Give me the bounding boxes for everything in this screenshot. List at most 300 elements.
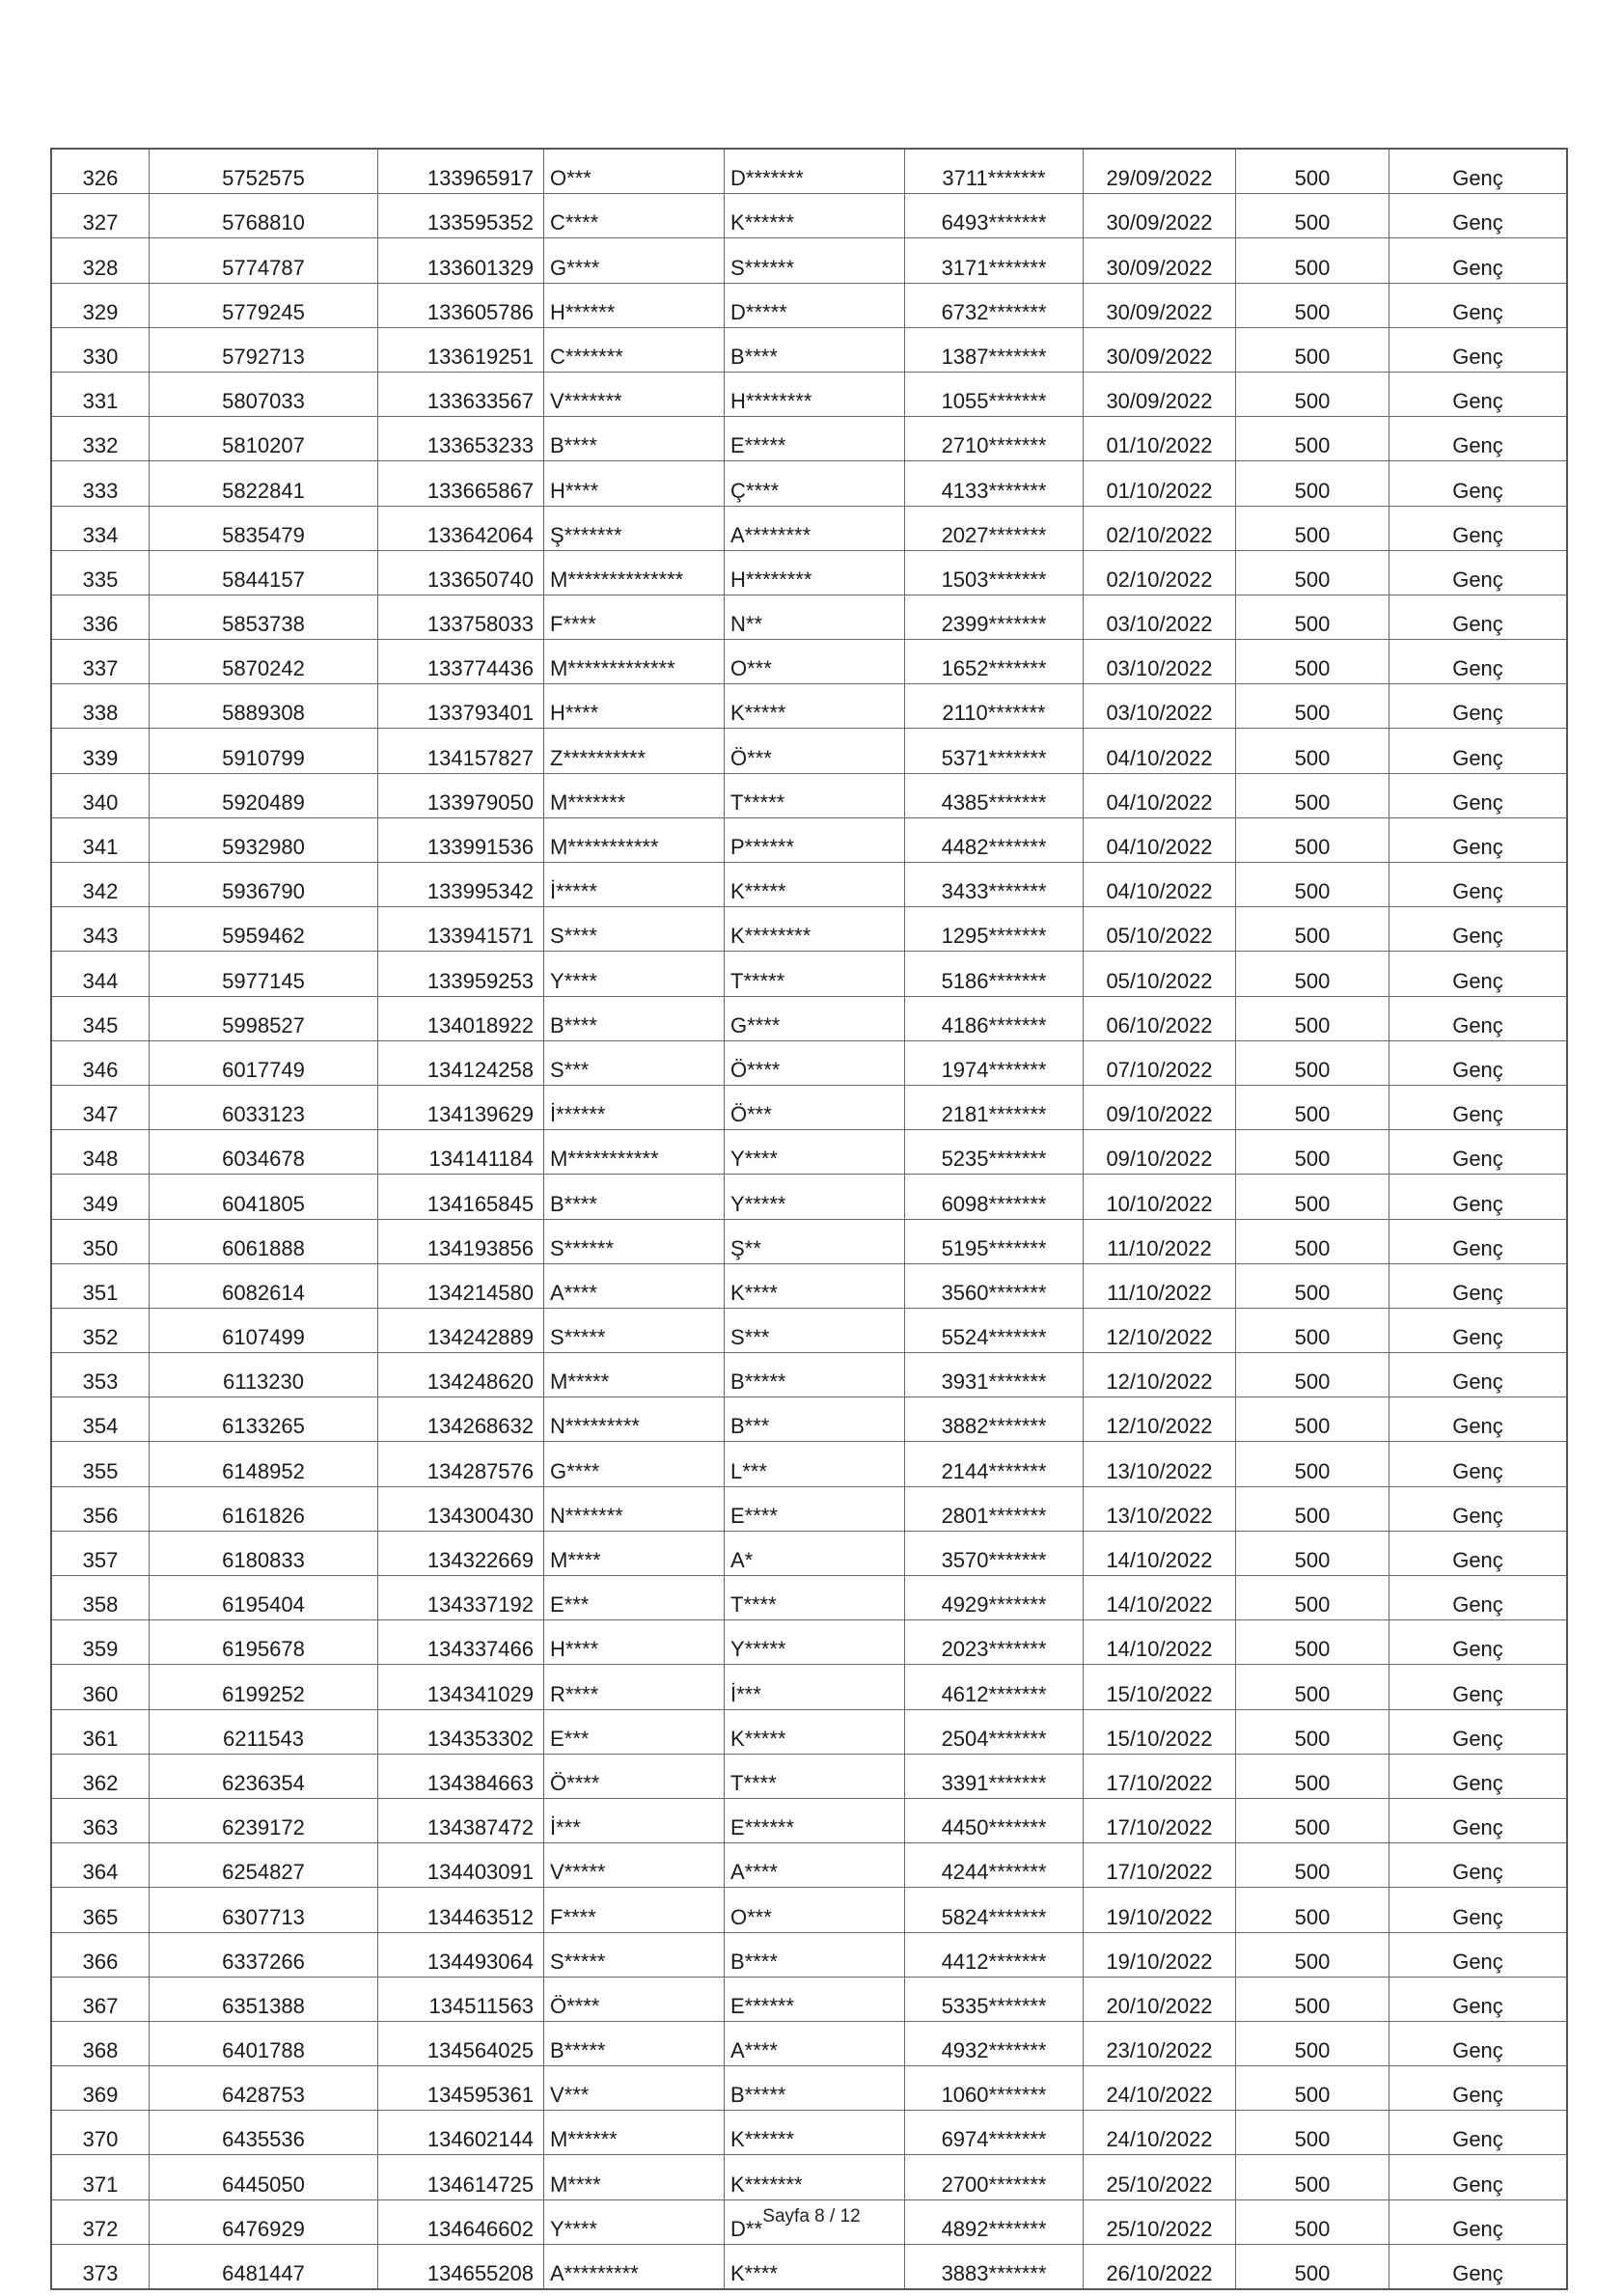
- row-number-cell: 332: [51, 417, 150, 461]
- row-number-cell: 335: [51, 550, 150, 595]
- masked-first-name-cell: Ö****: [544, 1977, 725, 2021]
- application-number-cell: 5779245: [150, 283, 378, 327]
- row-number-cell: 340: [51, 773, 150, 817]
- masked-last-name-cell: O***: [725, 640, 905, 684]
- masked-id-number-cell: 6098*******: [905, 1175, 1084, 1219]
- amount-cell: 500: [1236, 1040, 1389, 1085]
- reference-number-cell: 133605786: [378, 283, 544, 327]
- application-number-cell: 5977145: [150, 952, 378, 996]
- row-number-cell: 360: [51, 1665, 150, 1709]
- category-cell: Genç: [1389, 907, 1568, 952]
- masked-last-name-cell: Ç****: [725, 461, 905, 506]
- application-number-cell: 6148952: [150, 1442, 378, 1486]
- category-cell: Genç: [1389, 506, 1568, 550]
- category-cell: Genç: [1389, 1442, 1568, 1486]
- row-number-cell: 344: [51, 952, 150, 996]
- application-number-cell: 6061888: [150, 1219, 378, 1263]
- amount-cell: 500: [1236, 907, 1389, 952]
- masked-last-name-cell: A****: [725, 2021, 905, 2065]
- masked-first-name-cell: H****: [544, 1620, 725, 1665]
- date-cell: 15/10/2022: [1084, 1665, 1236, 1709]
- row-number-cell: 337: [51, 640, 150, 684]
- masked-last-name-cell: T****: [725, 1576, 905, 1620]
- row-number-cell: 363: [51, 1798, 150, 1842]
- amount-cell: 500: [1236, 372, 1389, 416]
- masked-last-name-cell: B*****: [725, 1353, 905, 1397]
- date-cell: 05/10/2022: [1084, 952, 1236, 996]
- masked-last-name-cell: A********: [725, 506, 905, 550]
- category-cell: Genç: [1389, 1843, 1568, 1888]
- masked-first-name-cell: M***********: [544, 1130, 725, 1175]
- masked-id-number-cell: 5195*******: [905, 1219, 1084, 1263]
- masked-id-number-cell: 1387*******: [905, 327, 1084, 372]
- masked-first-name-cell: S****: [544, 907, 725, 952]
- masked-last-name-cell: O***: [725, 1888, 905, 1932]
- reference-number-cell: 134337466: [378, 1620, 544, 1665]
- table-row: [51, 729, 1567, 773]
- masked-first-name-cell: H****: [544, 461, 725, 506]
- amount-cell: 500: [1236, 417, 1389, 461]
- amount-cell: 500: [1236, 2199, 1389, 2244]
- category-cell: Genç: [1389, 1798, 1568, 1842]
- application-number-cell: 6195404: [150, 1576, 378, 1620]
- masked-id-number-cell: 4482*******: [905, 817, 1084, 862]
- application-number-cell: 5920489: [150, 773, 378, 817]
- masked-id-number-cell: 4929*******: [905, 1576, 1084, 1620]
- table-row: [51, 1130, 1567, 1175]
- masked-first-name-cell: M**************: [544, 550, 725, 595]
- masked-first-name-cell: Z**********: [544, 729, 725, 773]
- row-number-cell: 369: [51, 2066, 150, 2111]
- masked-first-name-cell: V*******: [544, 372, 725, 416]
- masked-last-name-cell: Y*****: [725, 1620, 905, 1665]
- reference-number-cell: 133965917: [378, 149, 544, 194]
- reference-number-cell: 133619251: [378, 327, 544, 372]
- masked-first-name-cell: O***: [544, 149, 725, 194]
- reference-number-cell: 134193856: [378, 1219, 544, 1263]
- masked-last-name-cell: E****: [725, 1486, 905, 1531]
- masked-last-name-cell: Ş**: [725, 1219, 905, 1263]
- date-cell: 05/10/2022: [1084, 907, 1236, 952]
- category-cell: Genç: [1389, 2199, 1568, 2244]
- application-number-cell: 6133265: [150, 1397, 378, 1442]
- category-cell: Genç: [1389, 996, 1568, 1040]
- amount-cell: 500: [1236, 1754, 1389, 1798]
- application-number-cell: 6307713: [150, 1888, 378, 1932]
- masked-first-name-cell: İ***: [544, 1798, 725, 1842]
- table-row: [51, 1397, 1567, 1442]
- masked-id-number-cell: 4186*******: [905, 996, 1084, 1040]
- masked-last-name-cell: K****: [725, 2244, 905, 2289]
- category-cell: Genç: [1389, 283, 1568, 327]
- masked-first-name-cell: V***: [544, 2066, 725, 2111]
- application-number-cell: 6017749: [150, 1040, 378, 1085]
- masked-id-number-cell: 2710*******: [905, 417, 1084, 461]
- table-row: [51, 2066, 1567, 2111]
- row-number-cell: 329: [51, 283, 150, 327]
- masked-first-name-cell: M***********: [544, 817, 725, 862]
- masked-first-name-cell: F****: [544, 595, 725, 639]
- reference-number-cell: 134564025: [378, 2021, 544, 2065]
- table-row: [51, 1798, 1567, 1842]
- reference-number-cell: 134139629: [378, 1085, 544, 1129]
- date-cell: 29/09/2022: [1084, 149, 1236, 194]
- reference-number-cell: 134646602: [378, 2199, 544, 2244]
- category-cell: Genç: [1389, 1888, 1568, 1932]
- masked-last-name-cell: B****: [725, 327, 905, 372]
- date-cell: 01/10/2022: [1084, 461, 1236, 506]
- row-number-cell: 343: [51, 907, 150, 952]
- amount-cell: 500: [1236, 283, 1389, 327]
- masked-last-name-cell: S***: [725, 1308, 905, 1352]
- row-number-cell: 352: [51, 1308, 150, 1352]
- reference-number-cell: 134655208: [378, 2244, 544, 2289]
- date-cell: 13/10/2022: [1084, 1486, 1236, 1531]
- row-number-cell: 345: [51, 996, 150, 1040]
- date-cell: 12/10/2022: [1084, 1308, 1236, 1352]
- row-number-cell: 328: [51, 238, 150, 283]
- table-row: [51, 595, 1567, 639]
- masked-id-number-cell: 3883*******: [905, 2244, 1084, 2289]
- masked-last-name-cell: B****: [725, 1932, 905, 1977]
- masked-first-name-cell: Ş*******: [544, 506, 725, 550]
- amount-cell: 500: [1236, 1665, 1389, 1709]
- category-cell: Genç: [1389, 1175, 1568, 1219]
- row-number-cell: 351: [51, 1263, 150, 1308]
- masked-first-name-cell: S******: [544, 1219, 725, 1263]
- category-cell: Genç: [1389, 773, 1568, 817]
- masked-first-name-cell: C*******: [544, 327, 725, 372]
- masked-last-name-cell: E******: [725, 1798, 905, 1842]
- table-row: [51, 550, 1567, 595]
- category-cell: Genç: [1389, 729, 1568, 773]
- category-cell: Genç: [1389, 2155, 1568, 2199]
- masked-last-name-cell: D*****: [725, 283, 905, 327]
- masked-id-number-cell: 3433*******: [905, 863, 1084, 907]
- masked-last-name-cell: T*****: [725, 773, 905, 817]
- masked-first-name-cell: B*****: [544, 2021, 725, 2065]
- reference-number-cell: 134165845: [378, 1175, 544, 1219]
- masked-last-name-cell: E******: [725, 1977, 905, 2021]
- masked-first-name-cell: R****: [544, 1665, 725, 1709]
- application-number-cell: 5822841: [150, 461, 378, 506]
- masked-first-name-cell: B****: [544, 417, 725, 461]
- masked-first-name-cell: Y****: [544, 952, 725, 996]
- application-number-cell: 6113230: [150, 1353, 378, 1397]
- application-number-cell: 5870242: [150, 640, 378, 684]
- reference-number-cell: 133595352: [378, 194, 544, 238]
- reference-number-cell: 134403091: [378, 1843, 544, 1888]
- application-number-cell: 5844157: [150, 550, 378, 595]
- masked-last-name-cell: T*****: [725, 952, 905, 996]
- masked-id-number-cell: 3570*******: [905, 1531, 1084, 1575]
- date-cell: 12/10/2022: [1084, 1353, 1236, 1397]
- masked-last-name-cell: Y*****: [725, 1175, 905, 1219]
- masked-id-number-cell: 2700*******: [905, 2155, 1084, 2199]
- date-cell: 03/10/2022: [1084, 595, 1236, 639]
- application-number-cell: 6445050: [150, 2155, 378, 2199]
- masked-id-number-cell: 3560*******: [905, 1263, 1084, 1308]
- amount-cell: 500: [1236, 1888, 1389, 1932]
- masked-id-number-cell: 5186*******: [905, 952, 1084, 996]
- date-cell: 11/10/2022: [1084, 1219, 1236, 1263]
- row-number-cell: 371: [51, 2155, 150, 2199]
- date-cell: 23/10/2022: [1084, 2021, 1236, 2065]
- masked-last-name-cell: K******: [725, 194, 905, 238]
- date-cell: 11/10/2022: [1084, 1263, 1236, 1308]
- amount-cell: 500: [1236, 2021, 1389, 2065]
- table-row: [51, 417, 1567, 461]
- masked-first-name-cell: F****: [544, 1888, 725, 1932]
- table-row: [51, 2111, 1567, 2155]
- category-cell: Genç: [1389, 863, 1568, 907]
- table-row: [51, 1843, 1567, 1888]
- row-number-cell: 373: [51, 2244, 150, 2289]
- reference-number-cell: 134595361: [378, 2066, 544, 2111]
- amount-cell: 500: [1236, 1263, 1389, 1308]
- amount-cell: 500: [1236, 1353, 1389, 1397]
- amount-cell: 500: [1236, 1932, 1389, 1977]
- amount-cell: 500: [1236, 2244, 1389, 2289]
- masked-id-number-cell: 3882*******: [905, 1397, 1084, 1442]
- table-row: [51, 640, 1567, 684]
- row-number-cell: 330: [51, 327, 150, 372]
- masked-last-name-cell: Ö***: [725, 729, 905, 773]
- reference-number-cell: 134614725: [378, 2155, 544, 2199]
- masked-id-number-cell: 5235*******: [905, 1130, 1084, 1175]
- masked-first-name-cell: E***: [544, 1709, 725, 1754]
- category-cell: Genç: [1389, 238, 1568, 283]
- category-cell: Genç: [1389, 1130, 1568, 1175]
- row-number-cell: 366: [51, 1932, 150, 1977]
- masked-last-name-cell: Ö****: [725, 1040, 905, 1085]
- date-cell: 24/10/2022: [1084, 2111, 1236, 2155]
- masked-first-name-cell: E***: [544, 1576, 725, 1620]
- masked-id-number-cell: 3391*******: [905, 1754, 1084, 1798]
- category-cell: Genç: [1389, 1932, 1568, 1977]
- row-number-cell: 339: [51, 729, 150, 773]
- date-cell: 30/09/2022: [1084, 194, 1236, 238]
- amount-cell: 500: [1236, 1442, 1389, 1486]
- category-cell: Genç: [1389, 1709, 1568, 1754]
- row-number-cell: 358: [51, 1576, 150, 1620]
- reference-number-cell: 133642064: [378, 506, 544, 550]
- application-number-cell: 6401788: [150, 2021, 378, 2065]
- table-row: [51, 1175, 1567, 1219]
- masked-id-number-cell: 4244*******: [905, 1843, 1084, 1888]
- application-number-cell: 6195678: [150, 1620, 378, 1665]
- masked-last-name-cell: K******: [725, 2111, 905, 2155]
- table-row: [51, 1932, 1567, 1977]
- table-row: [51, 952, 1567, 996]
- category-cell: Genç: [1389, 1263, 1568, 1308]
- date-cell: 30/09/2022: [1084, 372, 1236, 416]
- table-row: [51, 461, 1567, 506]
- table-row: [51, 149, 1567, 194]
- date-cell: 30/09/2022: [1084, 327, 1236, 372]
- reference-number-cell: 133979050: [378, 773, 544, 817]
- date-cell: 10/10/2022: [1084, 1175, 1236, 1219]
- row-number-cell: 353: [51, 1353, 150, 1397]
- table-row: [51, 194, 1567, 238]
- records-table: [50, 148, 1568, 2290]
- masked-first-name-cell: Ö****: [544, 1754, 725, 1798]
- row-number-cell: 349: [51, 1175, 150, 1219]
- amount-cell: 500: [1236, 1219, 1389, 1263]
- reference-number-cell: 133774436: [378, 640, 544, 684]
- reference-number-cell: 133793401: [378, 684, 544, 729]
- application-number-cell: 6236354: [150, 1754, 378, 1798]
- category-cell: Genç: [1389, 1977, 1568, 2021]
- amount-cell: 500: [1236, 1798, 1389, 1842]
- category-cell: Genç: [1389, 2066, 1568, 2111]
- row-number-cell: 361: [51, 1709, 150, 1754]
- category-cell: Genç: [1389, 1620, 1568, 1665]
- masked-last-name-cell: Y****: [725, 1130, 905, 1175]
- application-number-cell: 6239172: [150, 1798, 378, 1842]
- date-cell: 19/10/2022: [1084, 1888, 1236, 1932]
- date-cell: 17/10/2022: [1084, 1798, 1236, 1842]
- reference-number-cell: 134018922: [378, 996, 544, 1040]
- table-row: [51, 817, 1567, 862]
- application-number-cell: 6211543: [150, 1709, 378, 1754]
- masked-last-name-cell: B*****: [725, 2066, 905, 2111]
- category-cell: Genç: [1389, 194, 1568, 238]
- table-row: [51, 2244, 1567, 2289]
- reference-number-cell: 133665867: [378, 461, 544, 506]
- row-number-cell: 355: [51, 1442, 150, 1486]
- table-row: [51, 2155, 1567, 2199]
- date-cell: 06/10/2022: [1084, 996, 1236, 1040]
- masked-id-number-cell: 1652*******: [905, 640, 1084, 684]
- row-number-cell: 326: [51, 149, 150, 194]
- category-cell: Genç: [1389, 1397, 1568, 1442]
- application-number-cell: 5768810: [150, 194, 378, 238]
- masked-id-number-cell: 2110*******: [905, 684, 1084, 729]
- application-number-cell: 6041805: [150, 1175, 378, 1219]
- amount-cell: 500: [1236, 2066, 1389, 2111]
- date-cell: 09/10/2022: [1084, 1130, 1236, 1175]
- table-row: [51, 863, 1567, 907]
- reference-number-cell: 133758033: [378, 595, 544, 639]
- reference-number-cell: 134463512: [378, 1888, 544, 1932]
- masked-first-name-cell: İ******: [544, 1085, 725, 1129]
- date-cell: 01/10/2022: [1084, 417, 1236, 461]
- table-row: [51, 1754, 1567, 1798]
- records-table-body: [51, 149, 1567, 2289]
- application-number-cell: 6428753: [150, 2066, 378, 2111]
- masked-id-number-cell: 6493*******: [905, 194, 1084, 238]
- table-row: [51, 2021, 1567, 2065]
- amount-cell: 500: [1236, 773, 1389, 817]
- application-number-cell: 5752575: [150, 149, 378, 194]
- masked-last-name-cell: K****: [725, 1263, 905, 1308]
- application-number-cell: 6481447: [150, 2244, 378, 2289]
- amount-cell: 500: [1236, 1709, 1389, 1754]
- masked-last-name-cell: K*****: [725, 1709, 905, 1754]
- masked-last-name-cell: S******: [725, 238, 905, 283]
- masked-id-number-cell: 2181*******: [905, 1085, 1084, 1129]
- table-row: [51, 1620, 1567, 1665]
- row-number-cell: 367: [51, 1977, 150, 2021]
- masked-first-name-cell: S*****: [544, 1932, 725, 1977]
- masked-id-number-cell: 2399*******: [905, 595, 1084, 639]
- date-cell: 09/10/2022: [1084, 1085, 1236, 1129]
- masked-first-name-cell: S***: [544, 1040, 725, 1085]
- date-cell: 14/10/2022: [1084, 1576, 1236, 1620]
- masked-last-name-cell: H********: [725, 550, 905, 595]
- masked-id-number-cell: 5335*******: [905, 1977, 1084, 2021]
- table-row: [51, 327, 1567, 372]
- application-number-cell: 5853738: [150, 595, 378, 639]
- masked-first-name-cell: M*****: [544, 1353, 725, 1397]
- row-number-cell: 368: [51, 2021, 150, 2065]
- amount-cell: 500: [1236, 1576, 1389, 1620]
- application-number-cell: 5792713: [150, 327, 378, 372]
- masked-first-name-cell: M*******: [544, 773, 725, 817]
- reference-number-cell: 134353302: [378, 1709, 544, 1754]
- reference-number-cell: 134248620: [378, 1353, 544, 1397]
- table-row: [51, 1977, 1567, 2021]
- row-number-cell: 359: [51, 1620, 150, 1665]
- reference-number-cell: 133959253: [378, 952, 544, 996]
- masked-id-number-cell: 1055*******: [905, 372, 1084, 416]
- application-number-cell: 6351388: [150, 1977, 378, 2021]
- masked-first-name-cell: G****: [544, 1442, 725, 1486]
- category-cell: Genç: [1389, 952, 1568, 996]
- masked-first-name-cell: N*******: [544, 1486, 725, 1531]
- masked-id-number-cell: 1060*******: [905, 2066, 1084, 2111]
- date-cell: 24/10/2022: [1084, 2066, 1236, 2111]
- date-cell: 17/10/2022: [1084, 1843, 1236, 1888]
- masked-last-name-cell: K*****: [725, 684, 905, 729]
- masked-id-number-cell: 4892*******: [905, 2199, 1084, 2244]
- table-row: [51, 1040, 1567, 1085]
- reference-number-cell: 134268632: [378, 1397, 544, 1442]
- reference-number-cell: 134384663: [378, 1754, 544, 1798]
- table-row: [51, 907, 1567, 952]
- masked-last-name-cell: G****: [725, 996, 905, 1040]
- date-cell: 12/10/2022: [1084, 1397, 1236, 1442]
- date-cell: 07/10/2022: [1084, 1040, 1236, 1085]
- application-number-cell: 5810207: [150, 417, 378, 461]
- date-cell: 04/10/2022: [1084, 817, 1236, 862]
- amount-cell: 500: [1236, 1620, 1389, 1665]
- application-number-cell: 5959462: [150, 907, 378, 952]
- date-cell: 25/10/2022: [1084, 2155, 1236, 2199]
- reference-number-cell: 133653233: [378, 417, 544, 461]
- masked-id-number-cell: 5371*******: [905, 729, 1084, 773]
- amount-cell: 500: [1236, 1397, 1389, 1442]
- reference-number-cell: 134341029: [378, 1665, 544, 1709]
- masked-id-number-cell: 6732*******: [905, 283, 1084, 327]
- masked-first-name-cell: C****: [544, 194, 725, 238]
- table-row: [51, 1531, 1567, 1575]
- masked-last-name-cell: P******: [725, 817, 905, 862]
- category-cell: Genç: [1389, 1219, 1568, 1263]
- amount-cell: 500: [1236, 1130, 1389, 1175]
- application-number-cell: 6337266: [150, 1932, 378, 1977]
- table-row: [51, 684, 1567, 729]
- reference-number-cell: 133941571: [378, 907, 544, 952]
- amount-cell: 500: [1236, 595, 1389, 639]
- amount-cell: 500: [1236, 640, 1389, 684]
- application-number-cell: 5936790: [150, 863, 378, 907]
- table-row: [51, 1219, 1567, 1263]
- category-cell: Genç: [1389, 550, 1568, 595]
- table-row: [51, 1442, 1567, 1486]
- amount-cell: 500: [1236, 952, 1389, 996]
